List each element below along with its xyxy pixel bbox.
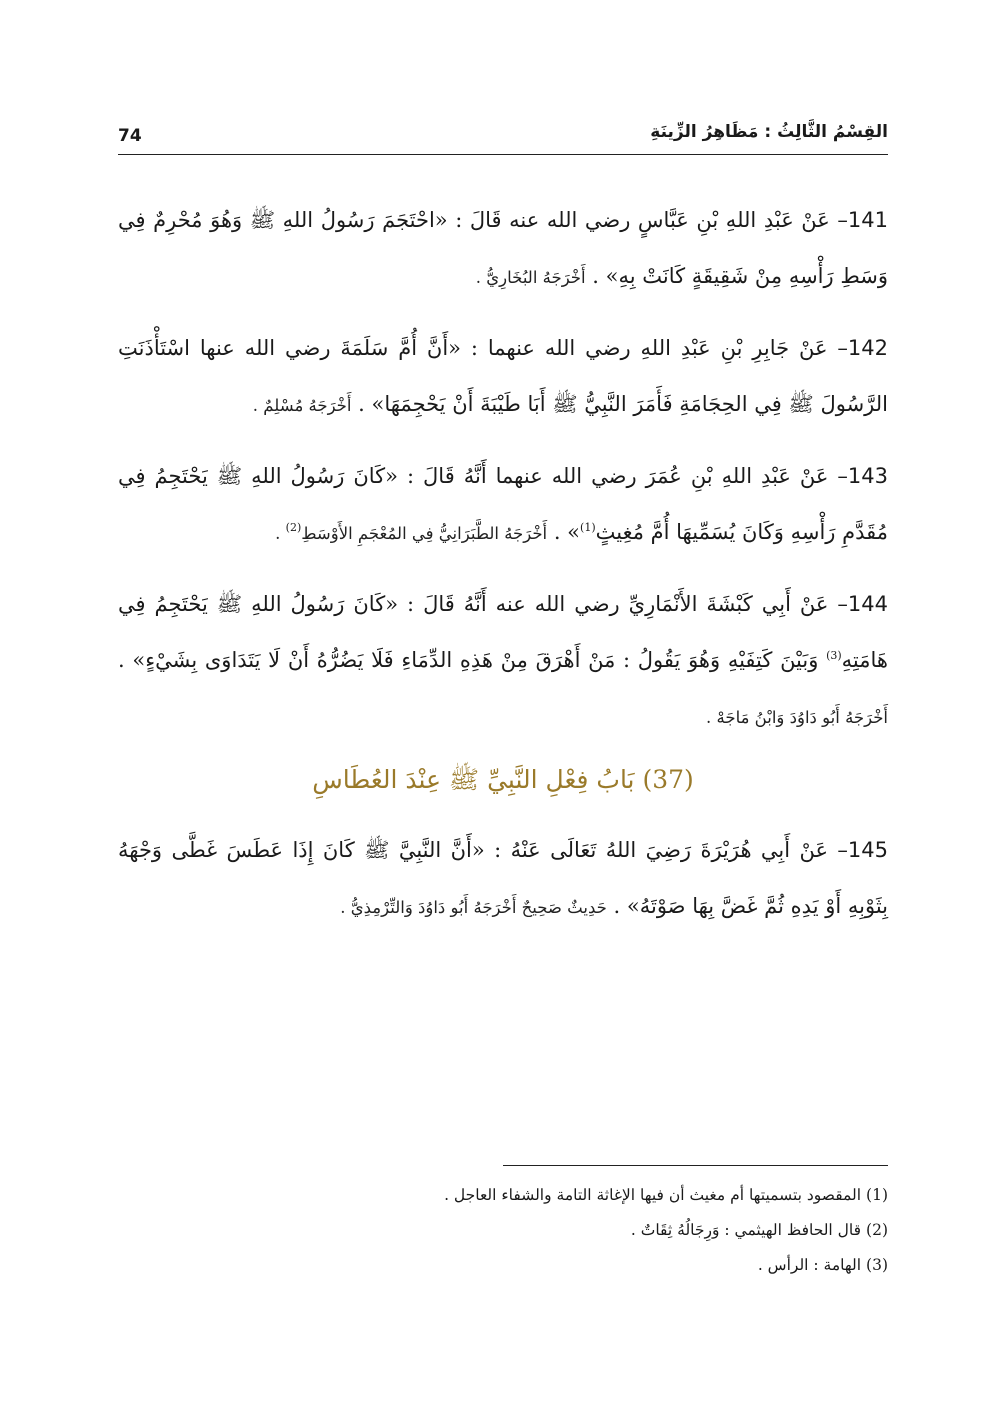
- hadith-145: [118, 822, 888, 936]
- footnote-text: المقصود بتسميتها أم مغيث أن فيها الإغاثة التامة والشفاء العاجل .: [444, 1186, 862, 1204]
- footnote-ref[interactable]: (1): [580, 521, 596, 534]
- hadith-number: 141: [847, 208, 888, 232]
- hadith-source: حَدِيثٌ صَحِيحٌ أَخْرَجَهُ أَبُو دَاوُدَ وَالتِّرْمِذِيُّ .: [340, 898, 607, 917]
- footnote-label: (1): [866, 1186, 888, 1204]
- hadith-141: [118, 192, 888, 306]
- hadith-143: [118, 448, 888, 562]
- hadith-source: أَخْرَجَهُ مُسْلِمٌ .: [252, 396, 352, 415]
- hadith-text-end: » .: [553, 520, 581, 544]
- hadith-text: – عَنْ جَابِرِ بْنِ عَبْدِ اللهِ رضي الله عنهما : «أَنَّ أُمَّ سَلَمَةَ رضي الله عنها اسْتَأْذَنَتِ الرَّسُولَ ﷺ فِي الحِجَامَةِ فَأَمَرَ النَّبِيُّ ﷺ أَبَا طَيْبَةَ أَنْ يَحْجِمَهَا» .: [118, 336, 888, 416]
- hadith-source: أَخْرَجَهُ أَبُو دَاوُدَ وَابْنُ مَاجَهْ .: [706, 708, 888, 727]
- page-number: 74: [118, 126, 142, 146]
- footnote-3: [118, 1248, 888, 1283]
- hadith-number: 145: [847, 838, 888, 862]
- running-title: القِسْمُ الثَّالِثُ : مَظَاهِرُ الزِّينَةِ: [650, 122, 888, 142]
- footnotes: [118, 1178, 888, 1283]
- hadith-text: – عَنْ أَبِي كَبْشَةَ الأَنْمَارِيِّ رضي الله عنه أَنَّهُ قَالَ : «كَانَ رَسُولُ اللهِ ﷺ يَحْتَجِمُ فِي هَامَتِهِ: [118, 592, 888, 672]
- hadith-text: – عَنْ عَبْدِ اللهِ بْنِ عَبَّاسٍ رضي الله عنه قَالَ : «احْتَجَمَ رَسُولُ اللهِ ﷺ وَهُوَ مُحْرِمٌ فِي وَسَطِ رَأْسِهِ مِنْ شَقِيقَةٍ كَانَتْ بِهِ» .: [118, 208, 888, 288]
- footnote-divider: [503, 1165, 888, 1166]
- page-header: [118, 118, 888, 155]
- hadith-source: أَخْرَجَهُ الطَّبَرَانِيُّ فِي المُعْجَمِ الأَوْسَطِ: [301, 524, 548, 543]
- hadith-number: 144: [847, 592, 888, 616]
- footnote-2: [118, 1213, 888, 1248]
- hadith-source: أَخْرَجَهُ البُخَارِيُّ .: [475, 268, 586, 287]
- hadith-144: [118, 576, 888, 746]
- hadith-142: [118, 320, 888, 434]
- main-text: [118, 192, 888, 950]
- hadith-source-end: .: [275, 524, 286, 543]
- footnote-text: الهامة : الرأس .: [757, 1256, 862, 1274]
- hadith-number: 142: [847, 336, 888, 360]
- hadith-text-end: وَبَيْنَ كَتِفَيْهِ وَهُوَ يَقُولُ : مَنْ أَهْرَقَ مِنْ هَذِهِ الدِّمَاءِ فَلَا يَضُرُّهُ أَنْ لَا يَتَدَاوَى بِشَيْءٍ» .: [118, 648, 827, 672]
- footnote-label: (3): [866, 1256, 888, 1274]
- chapter-heading: (37) بَابُ فِعْلِ النَّبِيِّ ﷺ عِنْدَ العُطَاسِ: [312, 765, 694, 794]
- hadith-number: 143: [847, 464, 888, 488]
- footnote-label: (2): [866, 1221, 888, 1239]
- hadith-text: – عَنْ عَبْدِ اللهِ بْنِ عُمَرَ رضي الله عنهما أَنَّهُ قَالَ : «كَانَ رَسُولُ اللهِ ﷺ يَحْتَجِمُ فِي مُقَدَّمِ رَأْسِهِ وَكَانَ يُسَمِّيهَا أُمَّ مُغِيثٍ: [118, 464, 888, 544]
- hadith-text: – عَنْ أَبِي هُرَيْرَةَ رَضِيَ اللهُ تَعَالَى عَنْهُ : «أَنَّ النَّبِيَّ ﷺ كَانَ إِذَا عَطَسَ غَطَّى وَجْهَهُ بِثَوْبِهِ أَوْ يَدِهِ ثُمَّ غَضَّ بِهَا صَوْتَهُ» .: [118, 838, 888, 918]
- footnote-ref[interactable]: (3): [826, 649, 842, 662]
- footnote-text: قال الحافظ الهيثمي : وَرِجَالُهُ ثِقَاتٌ .: [630, 1221, 862, 1239]
- footnote-1: [118, 1178, 888, 1213]
- footnote-ref[interactable]: (2): [285, 521, 302, 534]
